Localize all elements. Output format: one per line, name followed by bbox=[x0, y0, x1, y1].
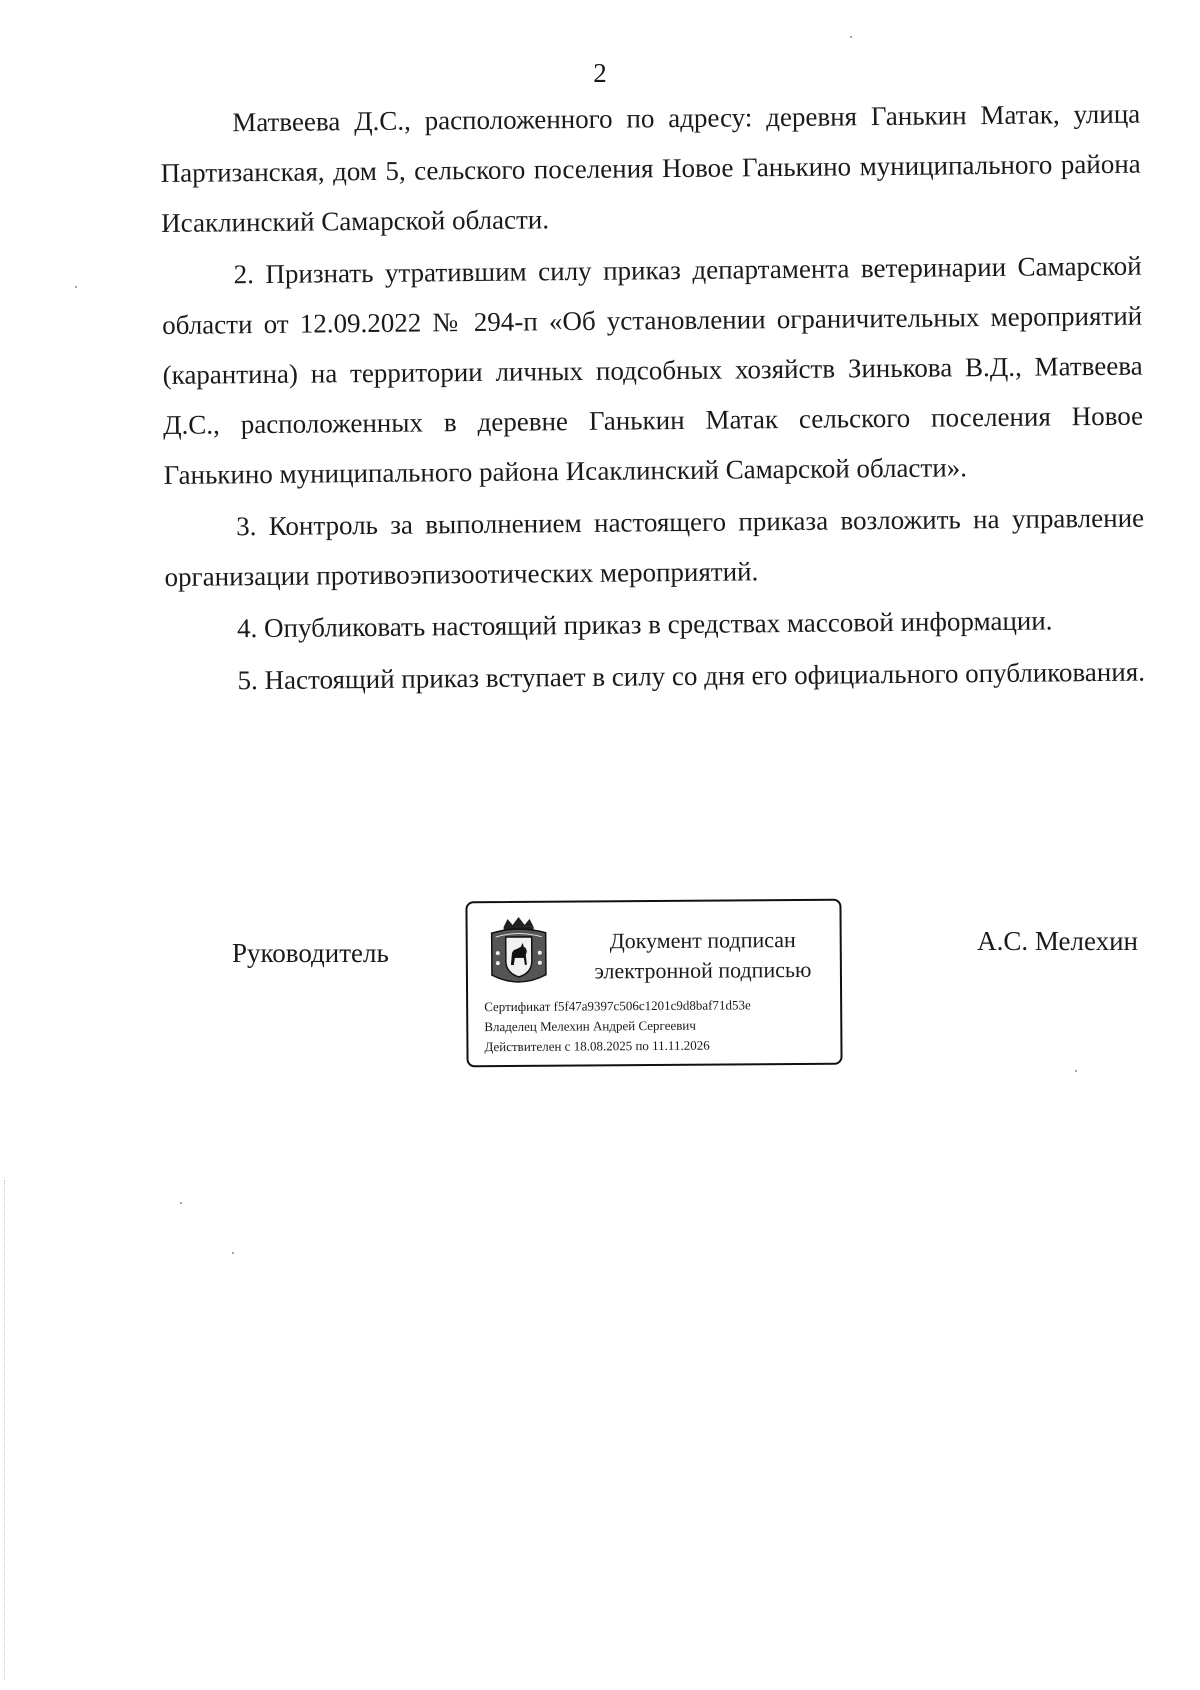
paragraph-item-3: 3. Контроль за выполнением настоящего приказа возложить на управление организации противоэпизоотических мероприятий. bbox=[164, 502, 1145, 592]
stamp-title-line2: электронной подписью bbox=[594, 956, 812, 984]
stamp-owner: Владелец Мелехин Андрей Сергеевич bbox=[484, 1017, 696, 1035]
signer-name: А.С. Мелехин bbox=[977, 926, 1138, 956]
scan-speck bbox=[180, 1202, 182, 1204]
paragraph-item-5: 5. Настоящий приказ вступает в силу со дня его официального опубликования. bbox=[237, 656, 1146, 696]
stamp-details bbox=[484, 995, 751, 1057]
paragraph-item-2: 2. Признать утратившим силу приказ департамента ветеринарии Самарской области от 12.09.2022 № 294-п «Об установлении ограничительных мероприятий (карантина) на территории личных подсобных хозяйств Зинькова В.Д., Матвеева Д.С., расположенных в деревне Ганькин Матак сельского поселения Новое Ганькино муниципального района Исаклинский Самарской области». bbox=[162, 250, 1144, 490]
stamp-title bbox=[568, 925, 838, 987]
paragraph-item-4: 4. Опубликовать настоящий приказ в средствах массовой информации. bbox=[236, 605, 1053, 644]
document-body bbox=[160, 89, 1146, 708]
scan-speck bbox=[75, 286, 77, 288]
page-number: 2 bbox=[593, 58, 607, 88]
scan-speck bbox=[232, 1252, 234, 1254]
electronic-signature-stamp bbox=[465, 899, 842, 1068]
signer-position-title: Руководитель bbox=[232, 938, 389, 968]
scan-edge-line bbox=[4, 1180, 6, 1680]
stamp-certificate: Сертификат f5f47a9397c506c1201c9d8baf71d53e bbox=[484, 997, 751, 1015]
stamp-validity: Действителен с 18.08.2025 по 11.11.2026 bbox=[484, 1037, 710, 1055]
samara-coat-of-arms-icon bbox=[488, 917, 551, 989]
stamp-title-line1: Документ подписан bbox=[609, 927, 796, 954]
scan-speck bbox=[1075, 1070, 1077, 1072]
paragraph-continuation: Матвеева Д.С., расположенного по адресу: деревня Ганькин Матак, улица Партизанская, дом 5, сельского поселения Новое Ганькино муниципального района Исаклинский Самарской области. bbox=[160, 98, 1141, 238]
scan-speck bbox=[850, 36, 852, 38]
